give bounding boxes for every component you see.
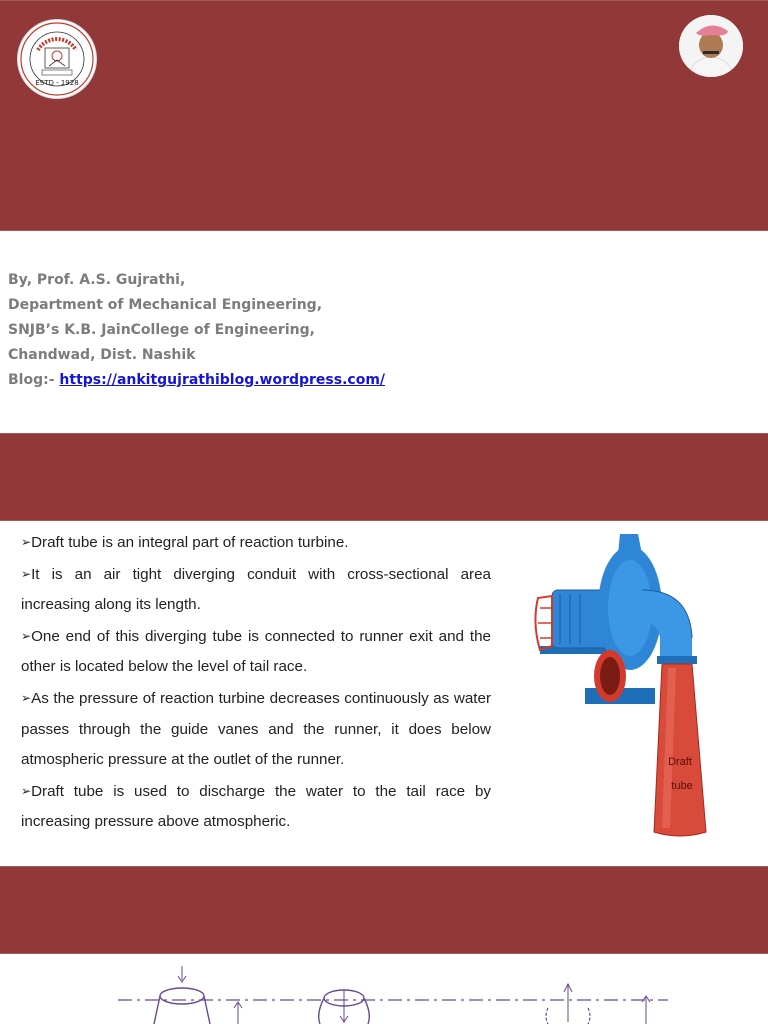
arrow-bullet-icon: ➢ xyxy=(21,566,32,581)
byline-department: Department of Mechanical Engineering, xyxy=(8,297,323,313)
draft-tube-label-line2: tube xyxy=(671,780,693,792)
bullet-point: ➢As the pressure of reaction turbine decreases continuously as water passes through the guide vanes and the runner, it does below atmospheric pressure at the outlet of the runner. xyxy=(21,689,491,769)
blog-link[interactable]: https://ankitgujrathiblog.wordpress.com/ xyxy=(59,372,386,388)
founder-portrait xyxy=(679,15,743,77)
college-logo xyxy=(18,20,96,98)
bullet-point: ➢It is an air tight diverging conduit with cross-sectional area increasing along its length. xyxy=(21,565,491,614)
arrow-bullet-icon: ➢ xyxy=(21,783,32,798)
arrow-bullet-icon: ➢ xyxy=(21,535,32,549)
bullet-point: ➢One end of this diverging tube is connected to runner exit and the other is located below the level of tail race. xyxy=(21,627,491,676)
byline-location: Chandwad, Dist. Nashik xyxy=(8,347,196,363)
bullet-point: ➢Draft tube is used to discharge the water to the tail race by increasing pressure above atmospheric. xyxy=(21,782,491,831)
person-portrait-icon xyxy=(679,15,743,77)
section-band-lower xyxy=(0,866,768,954)
arrow-bullet-icon: ➢ xyxy=(21,690,32,705)
bullet-point: ➢Draft tube is an integral part of reaction turbine. xyxy=(21,534,349,551)
turbine-draft-tube-figure xyxy=(530,528,720,843)
draft-tube-label-line1: Draft xyxy=(668,756,692,768)
logo-estd-text: ESTD - 1928 xyxy=(35,79,79,87)
draft-tube-types-sketch xyxy=(78,956,724,1024)
section-band xyxy=(0,433,768,521)
arrow-bullet-icon: ➢ xyxy=(21,628,32,643)
author-byline xyxy=(8,268,385,393)
byline-blog xyxy=(8,368,385,393)
byline-college: SNJB’s K.B. JainCollege of Engineering, xyxy=(8,322,315,338)
blog-label: Blog:- xyxy=(8,372,60,388)
byline-author: By, Prof. A.S. Gujrathi, xyxy=(8,272,186,288)
draft-tube-points xyxy=(21,527,491,838)
title-band xyxy=(0,0,768,231)
